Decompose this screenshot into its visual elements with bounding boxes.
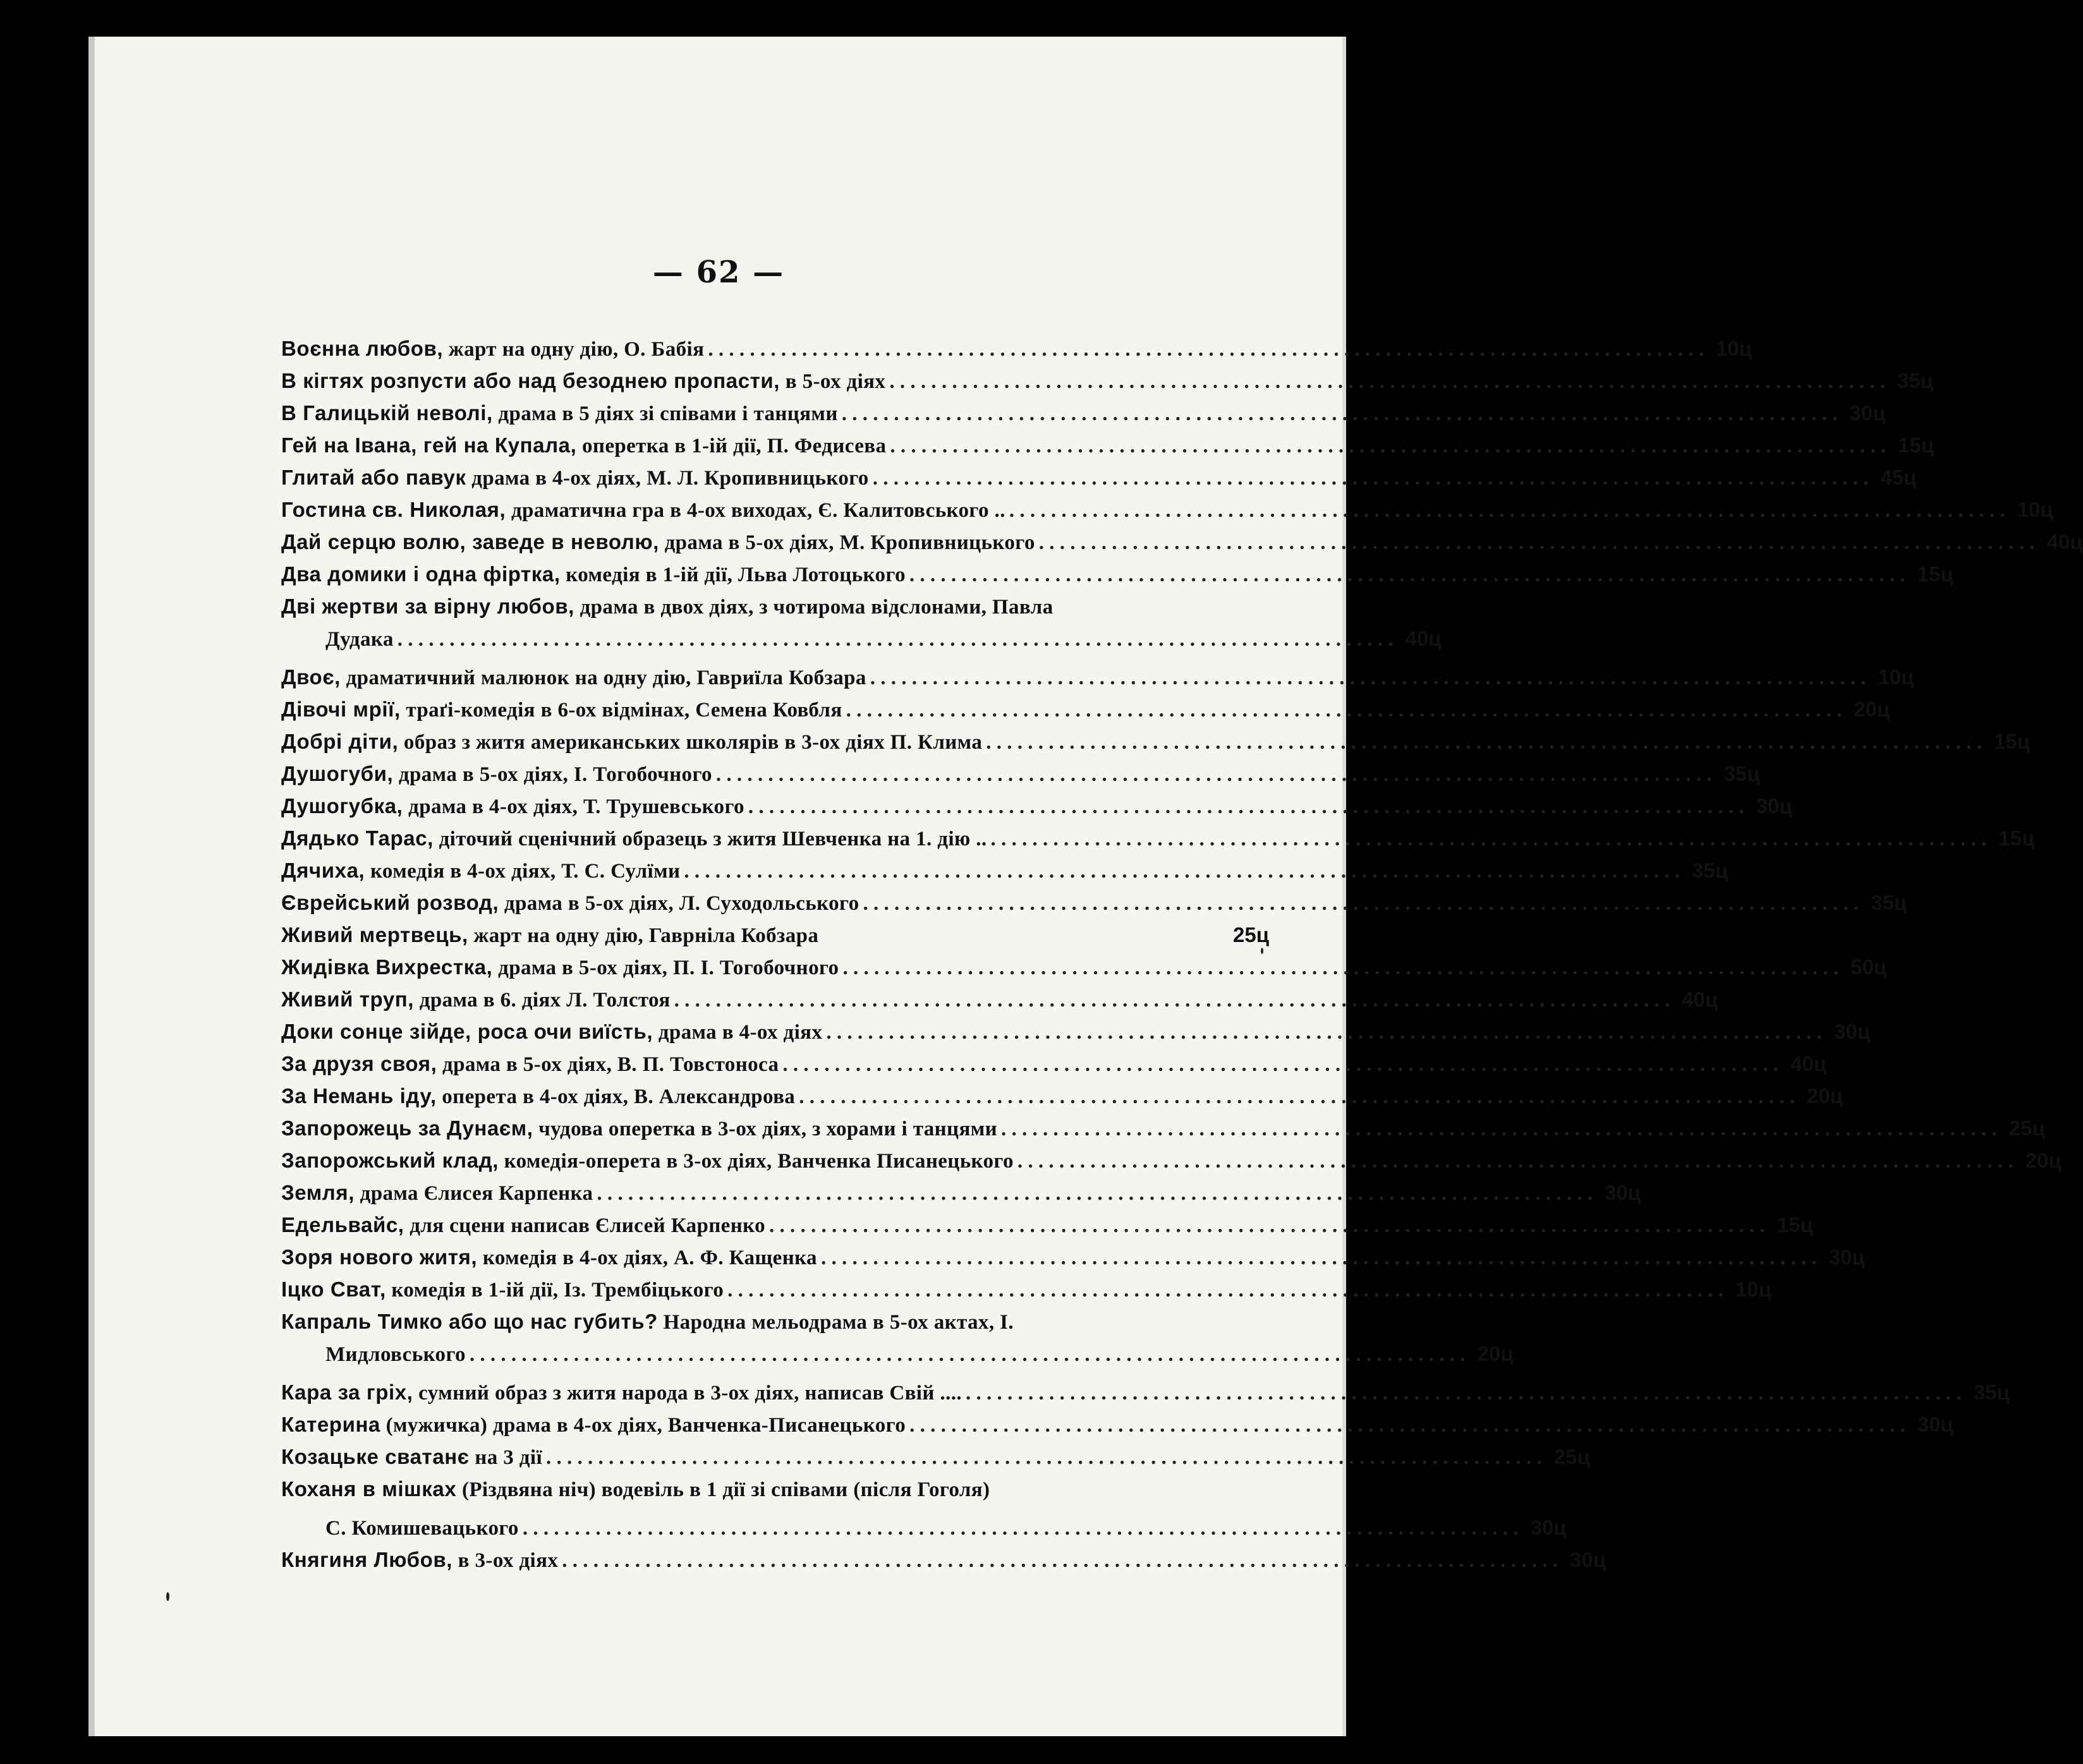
catalog-entry (281, 1477, 1269, 1509)
entry-description (281, 498, 1005, 523)
dot-leader (1039, 531, 2035, 555)
catalog-entry (281, 1149, 2062, 1181)
dot-leader (873, 467, 1869, 490)
entry-description (281, 859, 680, 883)
entry-price: 30ц (1570, 1548, 1606, 1571)
dot-leader (708, 338, 1704, 361)
entry-title: Земля, (281, 1181, 355, 1204)
catalog-entry (281, 1181, 1641, 1213)
scan-speck (1261, 948, 1263, 954)
entry-details: драма в 5-ох діях, П. І. Тогобочного (492, 957, 839, 979)
catalog-entry (281, 665, 1914, 698)
catalog-list (281, 337, 2083, 1580)
entry-price: 25ц (1553, 1445, 1590, 1468)
entry-title: Доки сонце зійде, роса очи виїсть, (281, 1020, 653, 1043)
entry-price: 20ц (1854, 698, 1890, 721)
entry-title: Зоря нового житя, (281, 1245, 478, 1269)
entry-price: 35ц (1897, 369, 1934, 392)
catalog-entry (281, 1084, 1843, 1116)
entry-price: 40ц (1790, 1052, 1827, 1075)
entry-price: 20ц (2025, 1149, 2062, 1172)
catalog-entry (281, 1020, 1871, 1052)
entry-description (281, 1213, 765, 1238)
entry-title: Дай серцю волю, заведе в неволю, (281, 530, 659, 553)
dot-leader (799, 1085, 1795, 1109)
dot-leader (890, 435, 1886, 458)
entry-description (281, 1084, 795, 1109)
catalog-entry (281, 466, 1917, 498)
entry-details: діточий сценічний образець з житя Шевченка на 1. дію .. (433, 828, 987, 850)
entry-title: Козацьке сватанє (281, 1445, 470, 1468)
dot-leader (684, 860, 1680, 883)
entry-description (281, 337, 704, 361)
entry-details: драма в 5-ох діях, І. Тогобочного (393, 763, 712, 786)
dot-leader (986, 731, 1982, 754)
entry-description (281, 530, 1035, 555)
catalog-entry (281, 498, 2053, 530)
entry-price: 50ц (1850, 955, 1887, 979)
entry-details: оперета в 4-ох діях, В. Александрова (436, 1085, 796, 1108)
entry-details: С. Комишевацького (325, 1517, 519, 1540)
dot-leader (846, 699, 1842, 722)
entry-details: драма в двох діях, з чотирома відслонами, Павла (574, 596, 1054, 619)
dot-leader (470, 1343, 1466, 1367)
dot-leader (546, 1446, 1542, 1470)
entry-price: 25ц (1233, 923, 1269, 946)
entry-price: 30ц (1756, 794, 1792, 818)
dot-leader (909, 1414, 1905, 1437)
entry-title: Едельвайс, (281, 1213, 404, 1236)
entry-description (281, 923, 818, 948)
entry-price: 30ц (1917, 1413, 1953, 1436)
entry-price: 40ц (1405, 627, 1442, 650)
entry-title: В кігтях розпусти або над безоднею пропасти, (281, 369, 780, 392)
entry-description (281, 562, 906, 587)
entry-description (281, 1020, 822, 1044)
entry-details: комедія-оперета в 3-ох діях, Ванченка Писанецького (499, 1150, 1014, 1173)
entry-description (281, 401, 838, 426)
entry-price: 10ц (1735, 1278, 1771, 1301)
page-number: — 62 — (652, 255, 785, 290)
entry-title: Душогуби, (281, 762, 394, 785)
entry-details: в 5-ох діях (780, 370, 886, 393)
entry-title: В Галицькій неволі, (281, 401, 493, 425)
catalog-entry (281, 562, 1953, 595)
catalog-entry (281, 1445, 1590, 1477)
dot-leader (842, 957, 1838, 980)
dot-leader (769, 1214, 1765, 1238)
entry-price: 35ц (1723, 762, 1760, 785)
dot-leader (889, 370, 1885, 394)
entry-title: Два домики і одна фіртка, (281, 562, 561, 586)
entry-price: 45ц (1880, 466, 1917, 489)
entry-title: Запорожець за Дунаєм, (281, 1116, 533, 1140)
dot-leader (991, 828, 1987, 851)
entry-details: драма в 4-ох діях (653, 1021, 823, 1044)
entry-price: 15ц (1776, 1213, 1813, 1236)
entry-price: 40ц (1682, 988, 1718, 1011)
entry-description (281, 1310, 1014, 1334)
catalog-entry (281, 1310, 1269, 1342)
entry-details: драматичний малюнок на одну дію, Гавриїла Кобзара (340, 667, 866, 689)
scan-speck (166, 1592, 169, 1601)
entry-description (325, 1343, 466, 1367)
dot-leader (716, 763, 1712, 787)
entry-title: Дівочі мрії, (281, 698, 401, 721)
dot-leader (562, 1549, 1558, 1573)
entry-details: жарт на одну дію, Гаврніла Кобзара (468, 924, 819, 947)
catalog-entry (281, 595, 1269, 627)
entry-description (281, 698, 842, 722)
entry-details: драма в 5-ох діях, Л. Суходольського (499, 892, 859, 915)
entry-details: драма в 6. діях Л. Толстоя (414, 989, 671, 1012)
entry-details: Народна мельодрама в 5-ох актах, І. (657, 1311, 1014, 1334)
entry-title: Катерина (281, 1413, 380, 1436)
entry-price: 35ц (1973, 1380, 2010, 1404)
dot-leader (821, 1247, 1817, 1270)
entry-title: Глитай або павук (281, 466, 466, 489)
entry-details: драма в 5 діях зі співами і танцями (492, 402, 838, 425)
dot-leader (1009, 499, 2005, 523)
dot-leader (1001, 1118, 1997, 1141)
entry-description (281, 762, 712, 787)
catalog-entry (281, 433, 1934, 466)
entry-price: 15ц (1993, 730, 2030, 753)
entry-title: Гей на Івана, гей на Купала, (281, 433, 577, 457)
entry-price: 10ц (2017, 498, 2053, 521)
entry-title: Дячиха, (281, 859, 365, 882)
entry-title: Запорожський клад, (281, 1149, 499, 1172)
entry-description (281, 1278, 724, 1302)
entry-description (281, 988, 671, 1012)
entry-details: жарт на одну дію, О. Бабія (443, 338, 705, 361)
dot-leader (1017, 1150, 2013, 1173)
entry-price: 15ц (1898, 433, 1934, 457)
entry-price: 15ц (1998, 826, 2035, 850)
catalog-entry (281, 1116, 2045, 1149)
entry-price: 10ц (1878, 665, 1914, 689)
entry-title: Дві жертви за вірну любов, (281, 595, 574, 618)
entry-title: За Немань іду, (281, 1084, 437, 1108)
entry-title: Душогубка, (281, 794, 403, 818)
entry-description (281, 1380, 962, 1405)
catalog-entry (281, 1380, 2010, 1413)
entry-title: Живий мертвець, (281, 923, 468, 946)
entry-title: Коханя в мішках (281, 1477, 457, 1501)
catalog-entry (281, 955, 1887, 988)
entry-price: 35ц (1871, 891, 1907, 914)
entry-description (325, 628, 394, 651)
entry-title: Дядько Тарас, (281, 826, 434, 850)
dot-leader (597, 1182, 1593, 1205)
entry-price: 15ц (1917, 562, 1953, 586)
entry-description (281, 955, 839, 980)
entry-description (325, 1517, 519, 1540)
entry-details: драма в 5-ох діях, В. П. Товстоноса (437, 1053, 779, 1076)
entry-price: 30ц (1834, 1020, 1871, 1043)
dot-leader (863, 892, 1859, 915)
entry-price: 30ц (1849, 401, 1886, 425)
entry-title: Княгиня Любов, (281, 1548, 453, 1571)
entry-details: драма в 4-ох діях, Т. Трушевського (403, 795, 744, 818)
entry-price: 30ц (1828, 1245, 1865, 1269)
book-page (88, 37, 2083, 1736)
entry-details: сумний образ з житя народа в 3-ох діях, написав Свій .... (413, 1382, 963, 1405)
catalog-entry-continuation (281, 1516, 1567, 1548)
catalog-entry (281, 369, 1934, 401)
entry-details: для сцени написав Єлисей Карпенко (404, 1214, 766, 1237)
catalog-entry-continuation (281, 1342, 1514, 1374)
entry-description (281, 1548, 558, 1573)
catalog-entry (281, 1278, 1771, 1310)
catalog-entry (281, 762, 1760, 794)
catalog-entry (281, 988, 1718, 1020)
catalog-entry (281, 1052, 1827, 1084)
dot-leader (748, 795, 1744, 819)
entry-description (281, 466, 869, 490)
entry-title: Добрі діти, (281, 730, 399, 753)
entry-description (281, 595, 1054, 619)
entry-details: (Різдвяна ніч) водевіль в 1 дії зі співами (після Гоголя) (456, 1478, 990, 1501)
entry-description (281, 891, 859, 915)
entry-details: драма в 5-ох діях, М. Кропивницького (659, 531, 1035, 554)
entry-price: 20ц (1806, 1084, 1843, 1108)
entry-price: 35ц (1692, 859, 1728, 882)
entry-description (281, 1149, 1014, 1173)
entry-details: оперетка в 1-ій дії, П. Федисева (576, 435, 887, 457)
catalog-entry (281, 401, 1886, 433)
entry-description (281, 794, 744, 819)
entry-title: Живий труп, (281, 988, 415, 1011)
entry-description (281, 1245, 817, 1270)
catalog-entry (281, 1548, 1606, 1580)
entry-title: Жидівка Вихрестка, (281, 955, 493, 979)
entry-title: Кара за гріх, (281, 1380, 413, 1404)
catalog-entry (281, 794, 1792, 826)
entry-title: Єврейський розвод, (281, 891, 499, 914)
entry-details: комедія в 4-ох діях, Т. С. Сулїми (365, 860, 681, 883)
dot-leader (523, 1517, 1519, 1540)
entry-details: образ з житя американських школярів в 3-ох діях П. Клима (398, 731, 983, 754)
entry-details: на 3 дії (469, 1446, 543, 1469)
entry-title: Воєнна любов, (281, 337, 444, 360)
catalog-entry (281, 1213, 1813, 1245)
catalog-entry-continuation (281, 627, 1442, 659)
entry-description (281, 369, 885, 394)
catalog-entry (281, 826, 2035, 859)
catalog-entry (281, 1413, 1953, 1445)
entry-details: траґі-комедія в 6-ох відмінах, Семена Ковбля (400, 699, 842, 722)
entry-details: комедія в 4-ох діях, А. Ф. Кащенка (477, 1247, 817, 1269)
entry-title: За друзя своя, (281, 1052, 437, 1075)
entry-details: комедія в 1-ій дії, Льва Лотоцького (560, 564, 906, 586)
entry-details: драма в 4-ох діях, М. Л. Кропивницького (466, 467, 869, 490)
entry-description (281, 1413, 906, 1437)
entry-price: 20ц (1477, 1342, 1514, 1365)
entry-price: 40ц (2046, 530, 2083, 553)
entry-details: драма Єлисея Карпенка (355, 1182, 593, 1205)
entry-title: Гостина св. Николая, (281, 498, 506, 521)
entry-description (281, 433, 886, 458)
entry-details: драматична гра в 4-ох виходах, Є. Калитовського .. (506, 499, 1005, 522)
catalog-entry (281, 923, 1269, 955)
entry-description (281, 1477, 990, 1502)
entry-details: Дудака (325, 628, 394, 651)
entry-title: Двоє, (281, 665, 341, 689)
entry-title: Іцко Сват, (281, 1278, 386, 1301)
entry-description (281, 1116, 997, 1141)
entry-details: в 3-ох діях (452, 1549, 559, 1572)
dot-leader (870, 667, 1866, 690)
dot-leader (966, 1382, 1962, 1405)
catalog-entry (281, 859, 1728, 891)
entry-description (281, 1052, 779, 1077)
dot-leader (826, 1021, 1822, 1044)
entry-description (281, 826, 987, 851)
entry-price: 10ц (1716, 337, 1752, 360)
entry-details: чудова оперетка в 3-ох діях, з хорами і танцями (533, 1118, 998, 1140)
dot-leader (782, 1053, 1778, 1077)
dot-leader (842, 402, 1838, 426)
catalog-entry (281, 698, 1890, 730)
entry-title: Капраль Тимко або що нас губить? (281, 1310, 658, 1333)
entry-price: 25ц (2008, 1116, 2045, 1140)
catalog-entry (281, 530, 2083, 562)
dot-leader (398, 628, 1394, 651)
catalog-entry (281, 337, 1752, 369)
entry-description (281, 730, 982, 754)
catalog-entry (281, 730, 2030, 762)
entry-description (281, 665, 866, 690)
catalog-entry (281, 1245, 1865, 1278)
entry-description (281, 1181, 593, 1205)
entry-description (281, 1445, 542, 1470)
dot-leader (674, 989, 1670, 1012)
entry-details: комедія в 1-ій дії, Із. Трембіцького (386, 1279, 724, 1302)
entry-price: 30ц (1530, 1516, 1567, 1539)
dot-leader (909, 564, 1905, 587)
dot-leader (727, 1279, 1723, 1302)
entry-details: Мидловського (325, 1343, 466, 1366)
entry-price: 30ц (1605, 1181, 1641, 1204)
entry-details: (мужичка) драма в 4-ох діях, Ванченка-Писанецького (380, 1414, 906, 1437)
catalog-entry (281, 891, 1907, 923)
